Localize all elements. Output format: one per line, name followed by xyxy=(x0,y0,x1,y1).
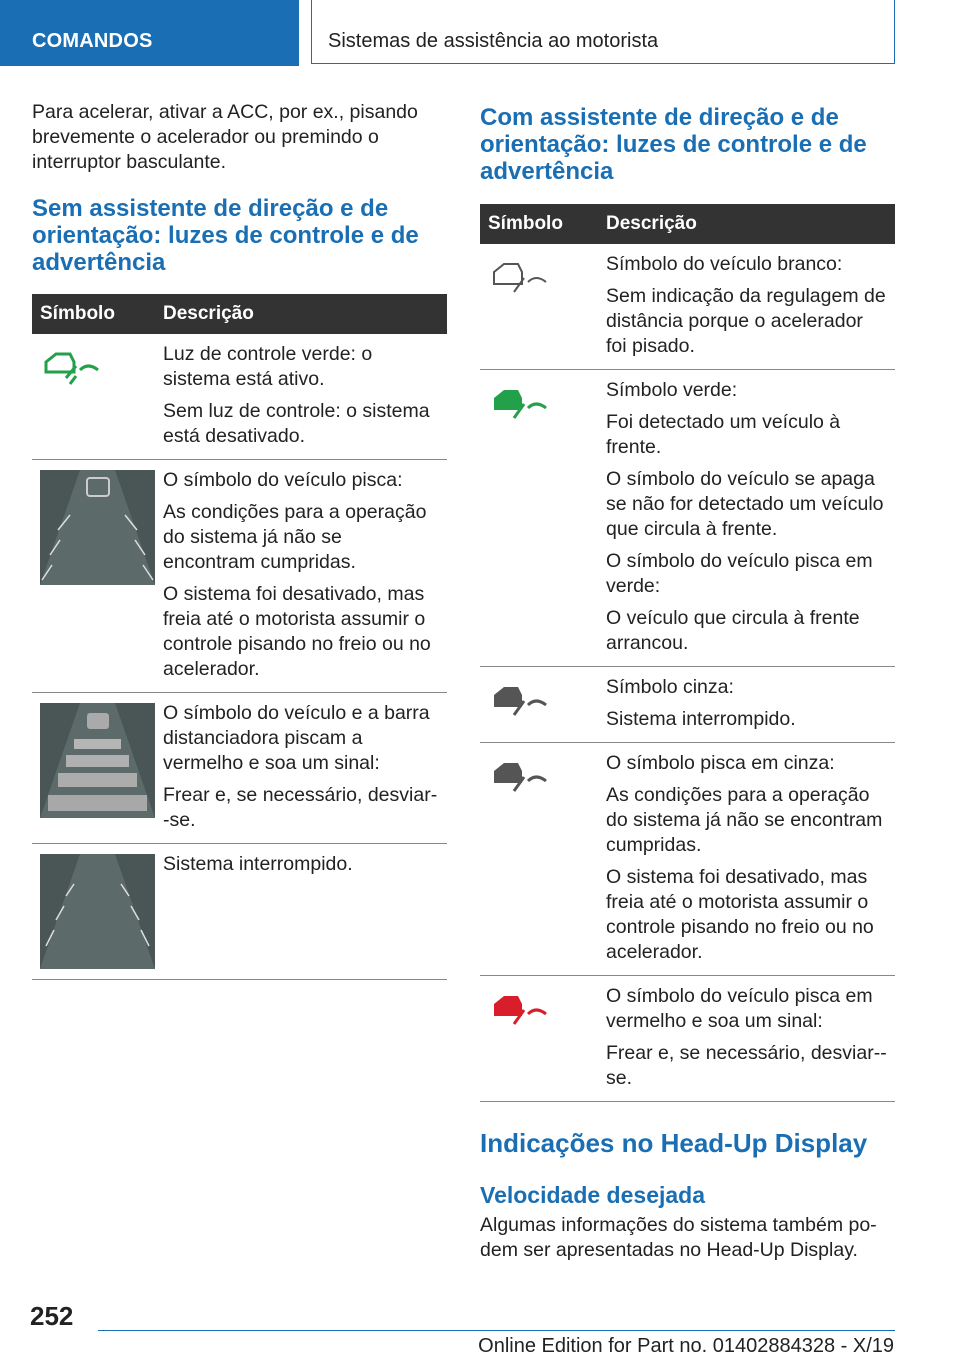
desc-line: Sistema interrompido. xyxy=(163,853,353,875)
footer-divider xyxy=(98,1330,895,1331)
col-header-description: Descrição xyxy=(155,294,447,334)
header-section-label: COMANDOS xyxy=(32,30,153,52)
left-symbol-table xyxy=(32,294,447,980)
white-car-assist-icon xyxy=(480,244,598,370)
green-car-assist-icon xyxy=(480,370,598,667)
table-row xyxy=(32,460,447,693)
table-row xyxy=(480,976,895,1102)
edition-note: Online Edition for Part no. 01402884328 - X/19 xyxy=(478,1335,894,1357)
desired-speed-heading: Velocidade desejada xyxy=(480,1182,706,1208)
desc-line: Símbolo do veículo branco: xyxy=(606,253,843,275)
right-symbol-table xyxy=(480,204,895,1102)
right-column xyxy=(480,104,895,1263)
desc-line: Luz de controle verde: o sistema está ativo. xyxy=(163,343,373,390)
col-header-description: Descrição xyxy=(598,204,895,244)
table-row xyxy=(32,693,447,844)
desc-line: O sistema foi desativado, mas freia até o motorista assumir o controle pisando no freio ou no acelerador. xyxy=(163,583,431,680)
desc-line: O veículo que circula à frente arrancou. xyxy=(606,607,860,654)
desc-line: O símbolo do veículo pisca: xyxy=(163,469,403,491)
gray-car-assist-icon xyxy=(480,743,598,976)
red-car-assist-icon xyxy=(480,976,598,1102)
col-header-symbol: Símbolo xyxy=(32,294,155,334)
page-number: 252 xyxy=(30,1301,74,1331)
desc-line: O símbolo do veículo pisca em verde: xyxy=(606,550,873,597)
desc-line: Sem indicação da regulagem de distância porque o acelerador foi pisado. xyxy=(606,285,886,357)
desc-line: Frear e, se necessário, desviar--se. xyxy=(606,1042,887,1089)
header-section-tab xyxy=(0,0,299,66)
gray-car-assist-icon xyxy=(480,667,598,743)
road-scene-distance-bar-image xyxy=(32,693,155,844)
desc-line: Símbolo verde: xyxy=(606,379,738,401)
table-row xyxy=(480,743,895,976)
desc-line: O símbolo do veículo e a barra distanciadora piscam a vermelho e soa um sinal: xyxy=(163,702,430,774)
left-section-heading: Sem assistente de direção e de orientação: luzes de controle e de advertência xyxy=(32,195,419,276)
desc-line: As condições para a operação do sistema já não se encontram cumpridas. xyxy=(163,501,427,573)
left-column xyxy=(32,100,447,980)
road-scene-empty-image xyxy=(32,844,155,980)
desc-line: O símbolo do veículo pisca em vermelho e soa um sinal: xyxy=(606,985,873,1032)
table-row xyxy=(32,844,447,980)
header-title-box xyxy=(311,0,895,64)
table-row xyxy=(480,370,895,667)
col-header-symbol: Símbolo xyxy=(480,204,598,244)
desc-line: Frear e, se necessário, desviar--se. xyxy=(163,784,438,831)
header-title: Sistemas de assistência ao motorista xyxy=(328,30,659,52)
desc-line: Símbolo cinza: xyxy=(606,676,734,698)
desc-line: O sistema foi desativado, mas freia até o motorista assumir o controle pisando no freio ou no acelerador. xyxy=(606,866,874,963)
desc-line: O símbolo do veículo se apaga se não for detectado um veículo que circula à frente. xyxy=(606,468,884,540)
hud-heading: Indicações no Head-Up Display xyxy=(480,1128,868,1158)
table-row xyxy=(32,334,447,460)
desc-line: O símbolo pisca em cinza: xyxy=(606,752,835,774)
green-car-assist-icon xyxy=(32,334,155,460)
desc-line: Foi detectado um veículo à frente. xyxy=(606,411,841,458)
desc-line: Sem luz de controle: o sistema está desativado. xyxy=(163,400,430,447)
hud-paragraph: Algumas informações do sistema também podem ser apresentadas no Head-Up Display. xyxy=(480,1214,877,1261)
desc-line: Sistema interrompido. xyxy=(606,708,796,730)
intro-paragraph: Para acelerar, ativar a ACC, por ex., pisando brevemente o acelerador ou premindo o interruptor basculante. xyxy=(32,101,418,173)
road-scene-blinking-car-image xyxy=(32,460,155,693)
table-row xyxy=(480,667,895,743)
desc-line: As condições para a operação do sistema já não se encontram cumpridas. xyxy=(606,784,883,856)
right-section-heading: Com assistente de direção e de orientação: luzes de controle e de advertência xyxy=(480,104,867,185)
table-row xyxy=(480,244,895,370)
